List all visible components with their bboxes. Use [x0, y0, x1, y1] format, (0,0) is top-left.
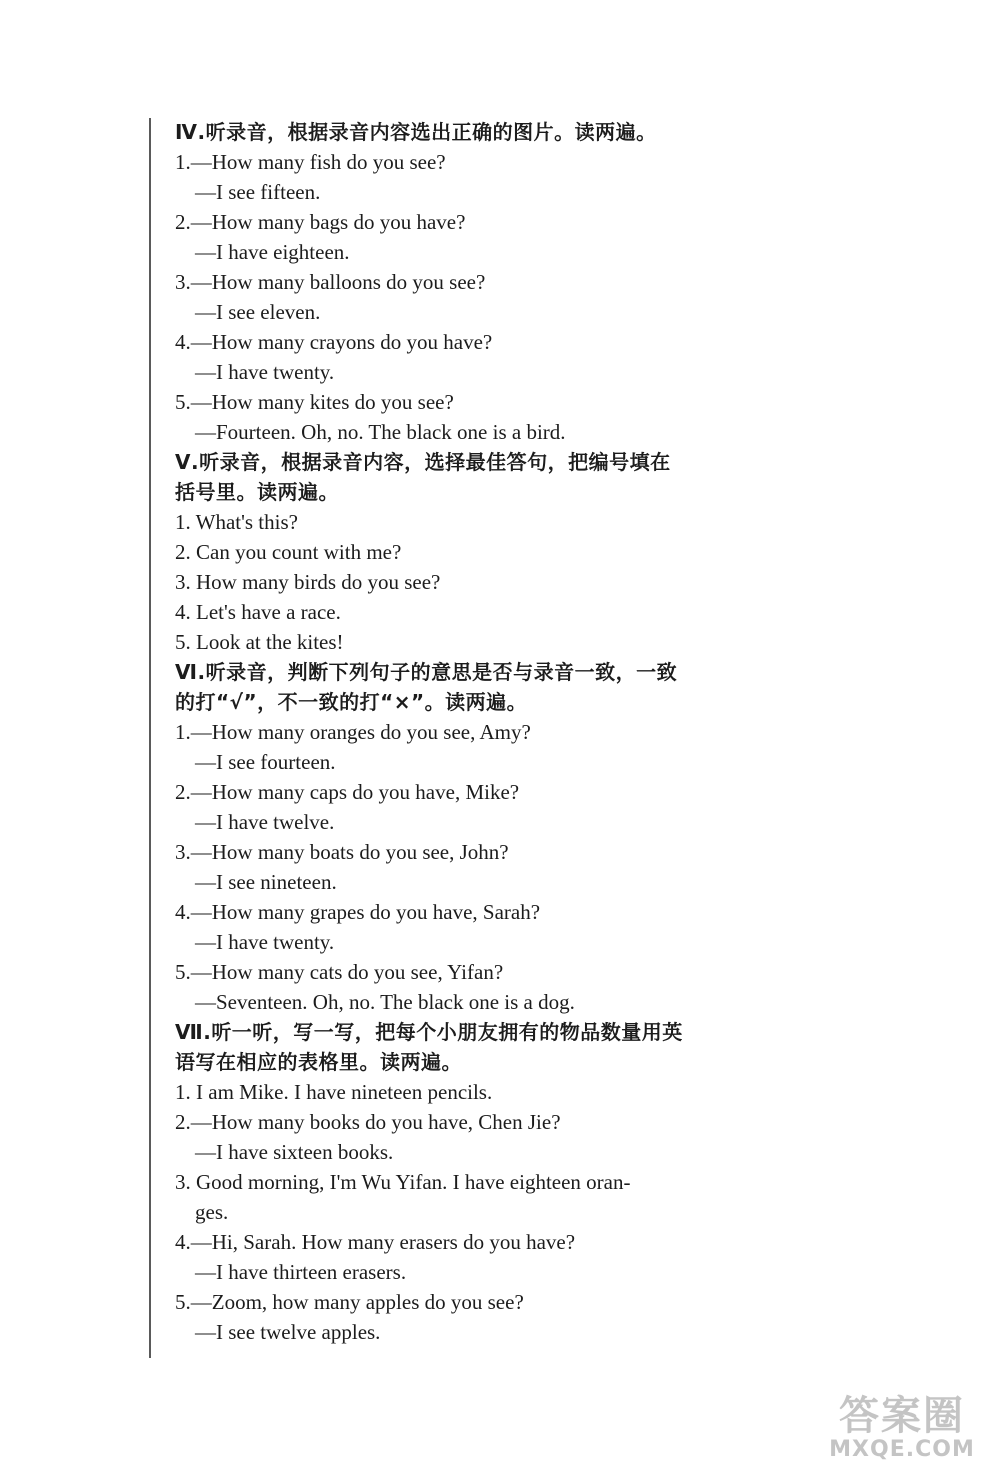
watermark-en: MXQE.COM	[829, 1437, 975, 1462]
question-line: 5. Look at the kites!	[175, 630, 344, 654]
question-line: 2. Can you count with me?	[175, 540, 402, 564]
answer-line: —I see eleven.	[195, 300, 321, 324]
question-line: 4.—How many grapes do you have, Sarah?	[175, 900, 541, 924]
question-line: 2.—How many caps do you have, Mike?	[175, 780, 520, 804]
section-heading: Ⅴ.听录音，根据录音内容，选择最佳答句，把编号填在	[175, 450, 671, 474]
answer-line: —I see twelve apples.	[195, 1320, 381, 1344]
answer-line: —I have twenty.	[195, 930, 335, 954]
question-line: 3.—How many balloons do you see?	[175, 270, 486, 294]
answer-line: —Seventeen. Oh, no. The black one is a dog.	[195, 990, 575, 1014]
margin-rule	[149, 118, 151, 1358]
question-line: 1.—How many oranges do you see, Amy?	[175, 720, 531, 744]
question-line: 5.—Zoom, how many apples do you see?	[175, 1290, 524, 1314]
question-line: 4.—How many crayons do you have?	[175, 330, 493, 354]
question-line: 3. How many birds do you see?	[175, 570, 441, 594]
answer-line: —I have thirteen erasers.	[195, 1260, 407, 1284]
answer-line: —I have twelve.	[195, 810, 335, 834]
section-heading: Ⅳ.听录音，根据录音内容选出正确的图片。读两遍。	[175, 120, 657, 144]
question-line: 1.—How many fish do you see?	[175, 150, 446, 174]
section-heading: 括号里。读两遍。	[175, 480, 339, 504]
question-line: 1. I am Mike. I have nineteen pencils.	[175, 1080, 493, 1104]
answer-line: —I have twenty.	[195, 360, 335, 384]
section-block	[175, 447, 775, 657]
answer-line: —I have sixteen books.	[195, 1140, 394, 1164]
answer-line: —I have eighteen.	[195, 240, 350, 264]
section-block	[175, 1017, 775, 1347]
answer-line: —I see fourteen.	[195, 750, 336, 774]
section-heading: Ⅶ.听一听，写一写，把每个小朋友拥有的物品数量用英	[175, 1020, 683, 1044]
section-block	[175, 117, 775, 447]
question-line: 5.—How many kites do you see?	[175, 390, 454, 414]
worksheet-content	[175, 117, 775, 1347]
section-block	[175, 657, 775, 1017]
watermark-logo	[812, 1395, 992, 1467]
question-line: 5.—How many cats do you see, Yifan?	[175, 960, 504, 984]
answer-line: —I see nineteen.	[195, 870, 337, 894]
watermark-cn: 答案圈	[839, 1393, 965, 1439]
question-line: 4. Let's have a race.	[175, 600, 341, 624]
question-line: 4.—Hi, Sarah. How many erasers do you have?	[175, 1230, 576, 1254]
answer-line: —I see fifteen.	[195, 180, 321, 204]
section-heading: 语写在相应的表格里。读两遍。	[175, 1050, 462, 1074]
section-heading: 的打“√”，不一致的打“×”。读两遍。	[175, 690, 528, 714]
answer-line: —Fourteen. Oh, no. The black one is a bird.	[195, 420, 566, 444]
question-line: 2.—How many bags do you have?	[175, 210, 466, 234]
question-line: 1. What's this?	[175, 510, 298, 534]
question-line: 3.—How many boats do you see, John?	[175, 840, 509, 864]
question-line: 2.—How many books do you have, Chen Jie?	[175, 1110, 561, 1134]
question-line: 3. Good morning, I'm Wu Yifan. I have eighteen oran-	[175, 1170, 631, 1194]
answer-line: ges.	[195, 1200, 229, 1224]
section-heading: Ⅵ.听录音，判断下列句子的意思是否与录音一致，一致	[175, 660, 678, 684]
